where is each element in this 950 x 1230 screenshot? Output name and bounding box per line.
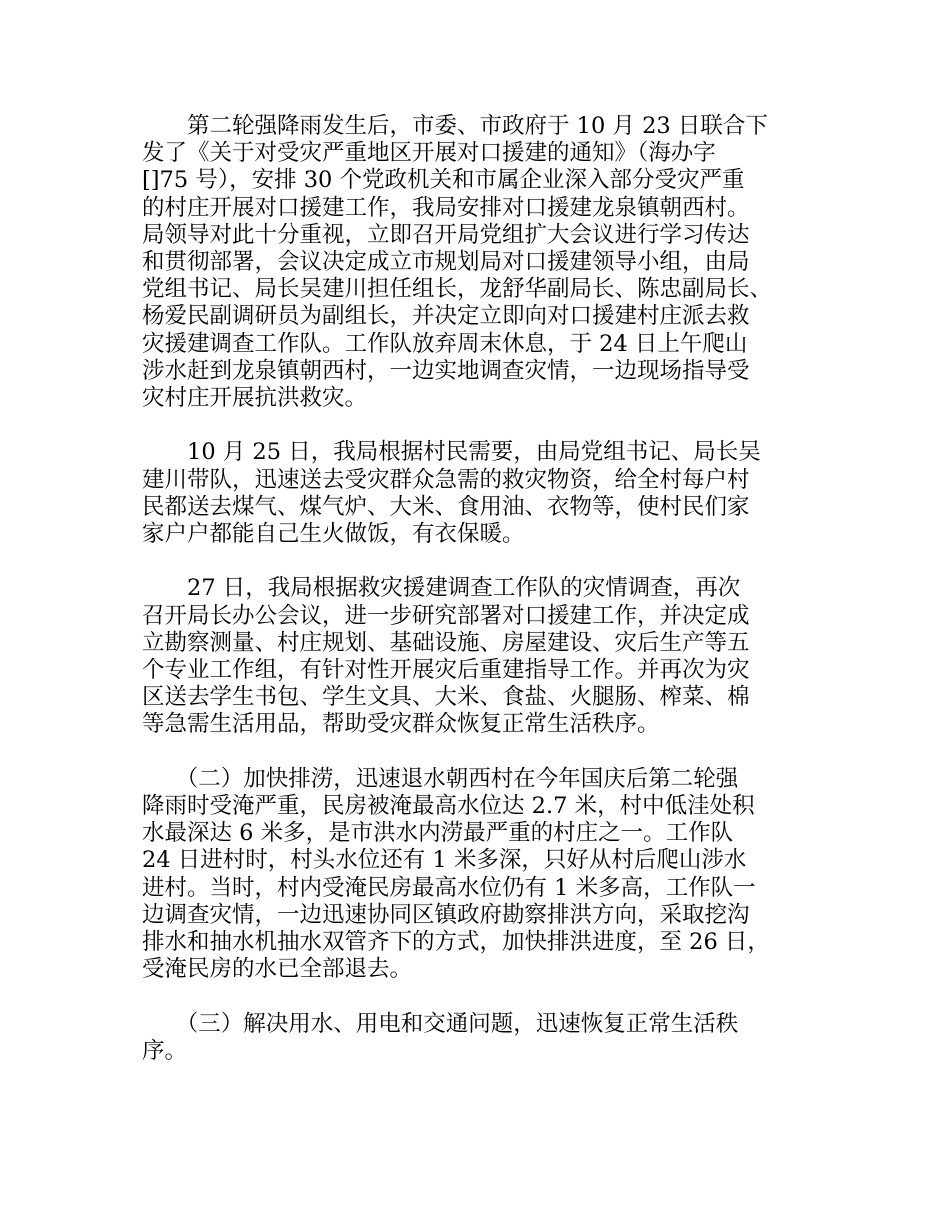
text-line: 边调查灾情，一边迅速协同区镇政府勘察排洪方向，采取挖沟: [142, 901, 750, 928]
text-line: 家户户都能自己生火做饭，有衣保暖。: [142, 521, 525, 548]
text-line: 受淹民房的水已全部退去。: [142, 956, 413, 983]
text-line: 24 日进村时，村头水位还有 1 米多深，只好从村后爬山涉水: [142, 847, 747, 874]
paragraph: [142, 575, 832, 738]
text-line: 局领导对此十分重视，立即召开局党组扩大会议进行学习传达: [142, 221, 750, 248]
text-line: 党组书记、局长吴建川担任组长，龙舒华副局长、陈忠副局长、: [142, 276, 773, 303]
text-line: 灾村庄开展抗洪救灾。: [142, 385, 368, 412]
text-line: （二）加快排涝，迅速退水朝西村在今年国庆后第二轮强: [142, 765, 739, 792]
paragraph: [142, 766, 832, 984]
text-line: 个专业工作组，有针对性开展灾后重建指导工作。并再次为灾: [142, 657, 750, 684]
text-line: 建川带队，迅速送去受灾群众急需的救灾物资，给全村每户村: [142, 466, 750, 493]
text-line: 进村。当时，村内受淹民房最高水位仍有 1 米多高，工作队一: [142, 874, 756, 901]
paragraph: [142, 113, 832, 412]
text-line: 第二轮强降雨发生后，市委、市政府于 10 月 23 日联合下: [142, 113, 768, 139]
text-line: 序。: [142, 1037, 188, 1064]
text-line: 的村庄开展对口援建工作，我局安排对口援建龙泉镇朝西村。: [142, 194, 750, 221]
paragraph: [142, 439, 832, 548]
text-line: 发了《关于对受灾严重地区开展对口援建的通知》（海办字: [142, 140, 716, 167]
text-line: 召开局长办公会议，进一步研究部署对口援建工作，并决定成: [142, 602, 750, 629]
text-line: 涉水赶到龙泉镇朝西村，一边实地调查灾情，一边现场指导受: [142, 357, 750, 384]
text-line: 10 月 25 日，我局根据村民需要，由局党组书记、局长吴: [142, 439, 761, 466]
text-line: []75 号），安排 30 个党政机关和市属企业深入部分受灾严重: [142, 167, 745, 194]
text-line: 民都送去煤气、煤气炉、大米、食用油、衣物等，使村民们家: [142, 493, 750, 520]
text-line: 排水和抽水机抽水双管齐下的方式，加快排洪进度，至 26 日，: [142, 929, 770, 956]
text-line: 27 日，我局根据救灾援建调查工作队的灾情调查，再次: [142, 575, 741, 602]
text-line: 等急需生活用品，帮助受灾群众恢复正常生活秩序。: [142, 711, 660, 738]
text-line: 降雨时受淹严重，民房被淹最高水位达 2.7 米，村中低洼处积: [142, 793, 755, 820]
text-line: （三）解决用水、用电和交通问题，迅速恢复正常生活秩: [142, 1010, 739, 1037]
paragraph: [142, 1011, 832, 1065]
text-line: 立勘察测量、村庄规划、基础设施、房屋建设、灾后生产等五: [142, 629, 750, 656]
document-body: [142, 113, 832, 1092]
text-line: 区送去学生书包、学生文具、大米、食盐、火腿肠、榨菜、棉: [142, 684, 750, 711]
text-line: 和贯彻部署，会议决定成立市规划局对口援建领导小组，由局: [142, 249, 750, 276]
text-line: 杨爱民副调研员为副组长，并决定立即向对口援建村庄派去救: [142, 303, 750, 330]
text-line: 水最深达 6 米多，是市洪水内涝最严重的村庄之一。工作队: [142, 820, 734, 847]
text-line: 灾援建调查工作队。工作队放弃周末休息，于 24 日上午爬山: [142, 330, 748, 357]
